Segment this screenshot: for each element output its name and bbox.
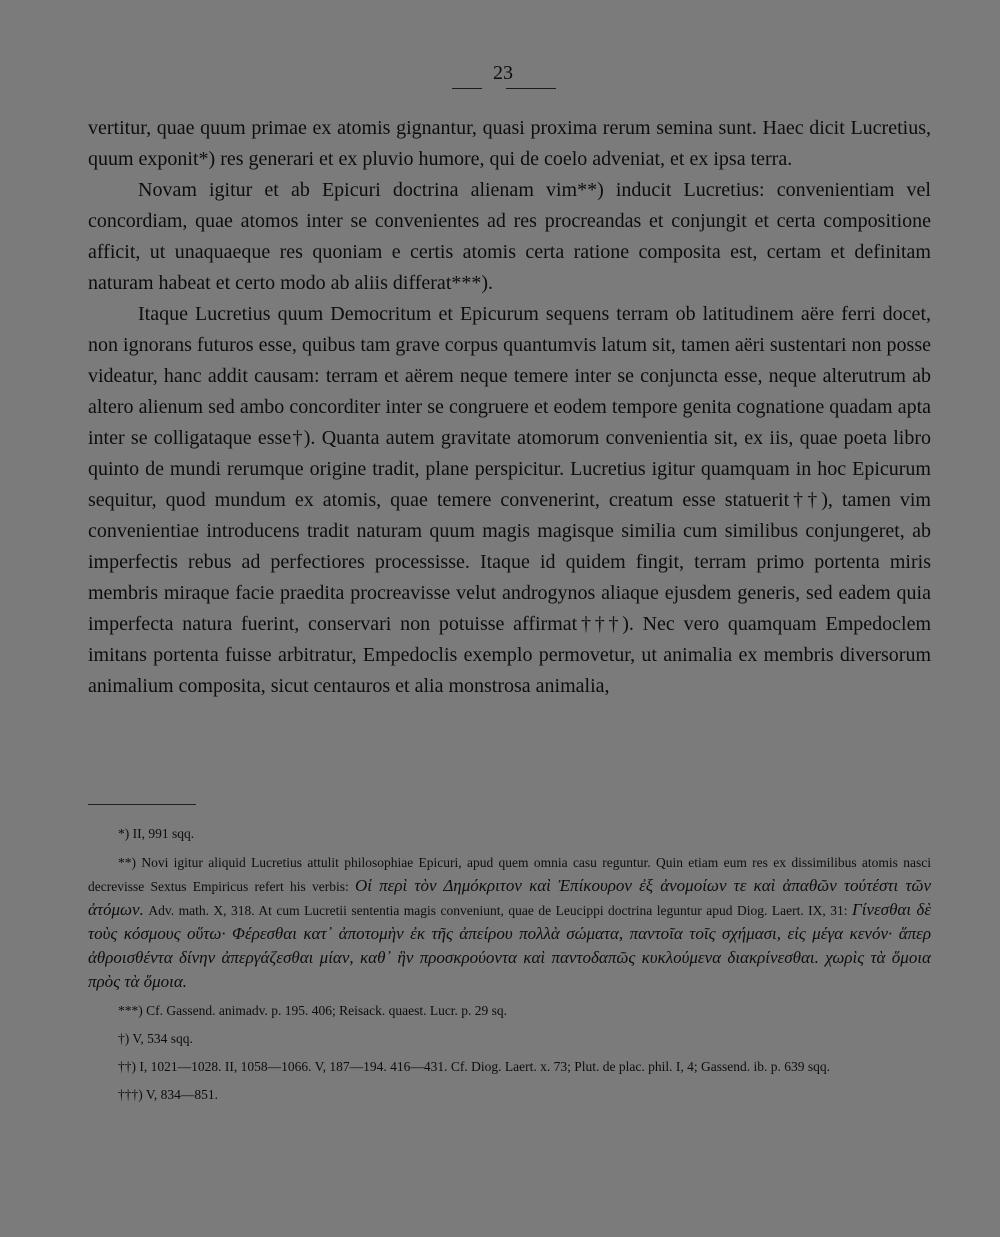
main-text [88, 113, 931, 702]
footnote-divider [88, 804, 196, 805]
footnote-2-greek-b: Γίνεσθαι δὲ τοὺς κόσμους οὕτω· Φέρεσθαι κατ᾽ ἀποτομὴν ἐκ τῆς ἀπείρου πολλὰ σώματα, παντοῖα τοῖς σχήμασι, εἰς μέγα κενόν· ἅπερ ἀθροισθέντα δίνην ἀπεργάζεσθαι μίαν, καθ᾽ ἣν προσκρούοντα καὶ παντοδαπῶς κυκλούμενα διακρίνεσθαι. χωρὶς τὰ ὅμοια πρὸς τὰ ὅμοια. [88, 900, 932, 991]
paragraph-1: vertitur, quae quum primae ex atomis gignantur, quasi proxima rerum semina sunt. Haec dicit Lucretius, quum exponit*) res generari et ex pluvio humore, qui de coelo adveniat, et ex ipsa terra. [88, 117, 931, 170]
footnote-3: ***) Cf. Gassend. animadv. p. 195. 406; Reisack. quaest. Lucr. p. 29 sq. [118, 1003, 508, 1018]
page-number: 23 [493, 62, 513, 84]
footnote-6: †††) V, 834—851. [118, 1087, 219, 1102]
footnote-2 [88, 851, 931, 994]
footnote-4: †) V, 534 sqq. [118, 1031, 193, 1046]
footnote-5: ††) I, 1021—1028. II, 1058—1066. V, 187—194. 416—431. Cf. Diog. Laert. x. 73; Plut. de plac. phil. I, 4; Gassend. ib. p. 639 sqq. [118, 1059, 830, 1074]
footnote-1: *) II, 991 sqq. [118, 826, 195, 841]
footnotes [88, 823, 931, 1112]
paragraph-3: Itaque Lucretius quum Democritum et Epicurum sequens terram ob latitudinem aëre ferri docet, non ignorans futuros esse, quibus tam grave corpus quantumvis latum sit, tamen aëri sustentari non posse videatur, hanc addit causam: terram et aërem neque temere inter se conjuncta esse, neque alterutrum ab altero alienum sed ambo concorditer inter se congruere et eodem tempore genita cognatione quadam apta inter se colligataque esse†). Quanta autem gravitate atomorum convenientia sit, ex iis, quae poeta libro quinto de mundi rerumque origine tradit, plane perspicitur. Lucretius igitur quamquam in hoc Epicurum sequitur, quod mundum ex atomis, quae temere convenerint, creatum esse statuerit††), tamen vim convenientiae introducens tradit naturam quum magis magisque similia cum similibus conjungeret, ab imperfectis rebus ad perfectiores processisse. Itaque id quidem fingit, terram primo portenta miris membris miraque facie praedita procreavisse velut androgynos aliaque ejusdem generis, sed eadem quia imperfecta natura fuerint, conservari non potuisse affirmat†††). Nec vero quamquam Empedoclem imitans portenta fuisse arbitratur, Empedoclis exemplo permovetur, ut animalia ex membris diversorum animalium composita, sicut centauros et alia monstrosa animalia, [88, 303, 931, 697]
header-rule-left [452, 88, 482, 89]
footnote-2-latin-a: **) Novi igitur aliquid Lucretius attulit philosophiae Epicuri, apud quem omnia casu reguntur. Quin etiam eum res ex dissimilibus atomis nasci decrevisse Sextus Empiricus refert his verbis: [88, 855, 931, 894]
header-rule-right [506, 88, 556, 89]
footnote-2-latin-b: Adv. math. X, 318. At cum Lucretii sententia magis conveniunt, quae de Leucippi doctrina leguntur apud Diog. Laert. IX, 31: [148, 903, 848, 918]
paragraph-2: Novam igitur et ab Epicuri doctrina alienam vim**) inducit Lucretius: convenientiam vel concordiam, quae atomos inter se convenientes ad res procreandas et conjungit et certa compositione afficit, ut unaquaeque res quoniam e certis atomis certa ratione composita est, certam et definitam naturam habeat et certo modo ab aliis differat***). [88, 179, 931, 294]
footnote-2-greek-a: Οἱ περὶ τὸν Δημόκριτον καὶ Ἐπίκουρον ἐξ ἀνομοίων τε καὶ ἀπαθῶν τούτέστι τῶν ἀτόμων. [88, 876, 931, 919]
